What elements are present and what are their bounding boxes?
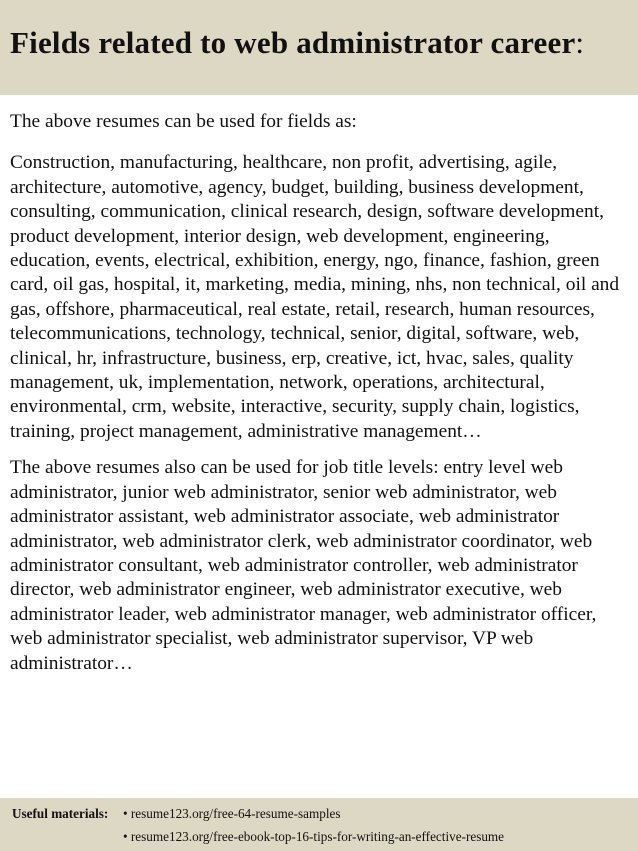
useful-materials-label: Useful materials: (12, 806, 109, 821)
page-title (10, 25, 584, 61)
main-content (10, 110, 630, 676)
resume-samples-link[interactable]: • resume123.org/free-64-resume-samples (123, 806, 341, 821)
page-title-text: Fields related to web administrator career (10, 25, 576, 60)
resume-tips-ebook-link[interactable]: • resume123.org/free-ebook-top-16-tips-for-writing-an-effective-resume (123, 829, 505, 844)
intro-paragraph: The above resumes can be used for fields as: (10, 111, 357, 132)
job-levels-paragraph: The above resumes also can be used for job title levels: entry level web administrator, junior web administrator, senior web administrator, web administrator assistant, web administrator associate, web administrator administrator, web administrator clerk, web administrator coordinator, web administrator consultant, web administrator controller, web administrator director, web administrator engineer, web administrator executive, web administrator leader, web administrator manager, web administrator officer, web administrator specialist, web administrator supervisor, VP web administrator… (10, 457, 597, 674)
fields-paragraph: Construction, manufacturing, healthcare, non profit, advertising, agile, architecture, automotive, agency, budget, building, business development, consulting, communication, clinical research, design, software development, product development, interior design, web development, engineering, education, events, electrical, exhibition, energy, ngo, finance, fashion, green card, oil gas, hospital, it, marketing, media, mining, nhs, non technical, oil and gas, offshore, pharmaceutical, real estate, retail, research, human resources, telecommunications, technology, technical, senior, digital, software, web, clinical, hr, infrastructure, business, erp, creative, ict, hvac, sales, quality management, uk, implementation, network, operations, architectural, environmental, crm, website, interactive, security, supply chain, logistics, training, project management, administrative management… (10, 152, 620, 442)
page-title-colon: : (575, 25, 585, 60)
useful-materials-footer (0, 798, 638, 851)
title-banner (0, 0, 638, 95)
